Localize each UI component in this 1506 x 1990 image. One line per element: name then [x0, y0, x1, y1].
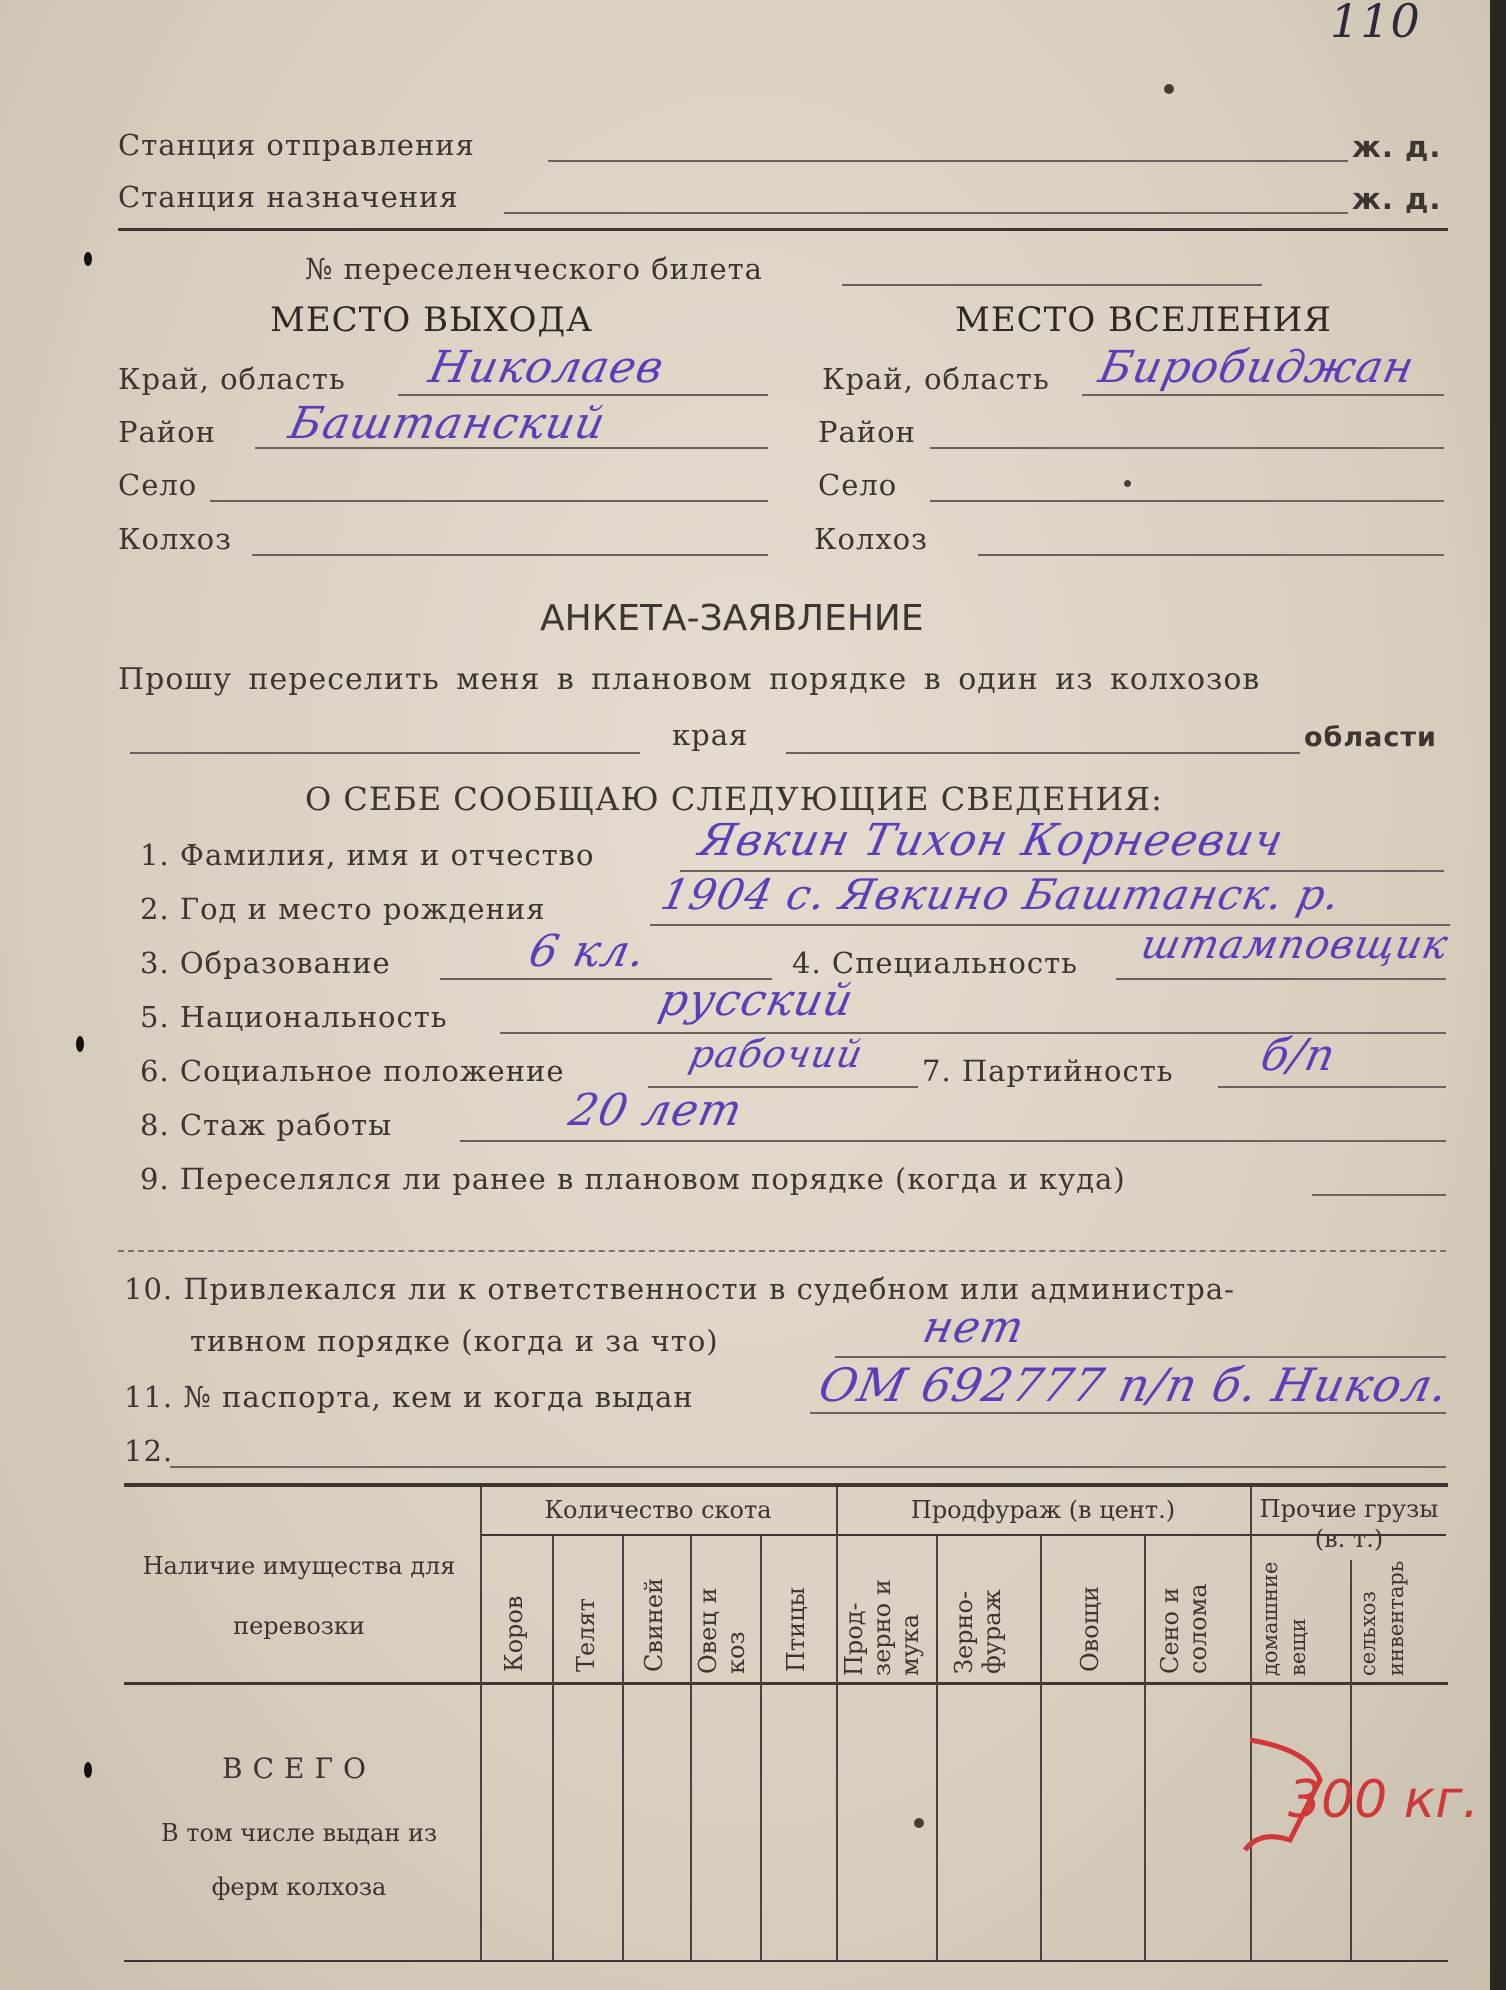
origin-region-value: Николаев	[424, 342, 669, 393]
field-12-line	[170, 1466, 1446, 1468]
origin-kolkhoz-line	[252, 554, 768, 556]
field-1-value: Явкин Тихон Корнеевич	[694, 815, 1289, 866]
field-10-label-b: тивном порядке (когда и за что)	[190, 1324, 719, 1358]
paper-spot	[914, 1818, 924, 1828]
field-11-value: ОМ 692777 п/п б. Никол.	[814, 1358, 1454, 1412]
field-9-line	[1312, 1194, 1446, 1196]
col-poultry: Птицы	[782, 1587, 810, 1672]
oblast-label: области	[1304, 722, 1437, 753]
table-row-header: Наличие имущества для перевозки	[142, 1552, 456, 1640]
col-hay-straw: Сено и солома	[1156, 1583, 1212, 1674]
field-10-value: нет	[918, 1302, 1030, 1353]
table-vline-6	[836, 1487, 838, 1960]
origin-kolkhoz-label: Колхоз	[118, 522, 232, 556]
origin-region-line	[398, 394, 768, 396]
ticket-line	[842, 284, 1262, 286]
table-vline-7	[936, 1536, 938, 1960]
origin-district-value: Баштанский	[284, 398, 611, 449]
punch-mark	[84, 1762, 92, 1778]
krai-label: края	[672, 718, 749, 752]
field-6-value: рабочий	[685, 1032, 868, 1076]
field-1-label: 1. Фамилия, имя и отчество	[140, 838, 595, 872]
destination-rail-suffix: ж. д.	[1352, 182, 1442, 216]
field-5-value: русский	[654, 975, 859, 1026]
table-vline-4	[690, 1536, 692, 1960]
table-vline-2	[552, 1536, 554, 1960]
group-livestock: Количество скота	[544, 1496, 772, 1524]
table-bottom-rule	[124, 1960, 1448, 1962]
field-4-line	[1116, 978, 1446, 980]
dest-kolkhoz-label: Колхоз	[814, 522, 928, 556]
total-sub-label: В том числе выдан из ферм колхоза	[160, 1819, 438, 1901]
dest-kolkhoz-line	[978, 554, 1444, 556]
field-3-value: 6 кл.	[524, 926, 651, 977]
punch-mark	[84, 252, 92, 266]
dest-region-label: Край, область	[822, 362, 1050, 396]
col-household: домашние вещи	[1258, 1561, 1310, 1676]
field-8-label: 8. Стаж работы	[140, 1108, 393, 1142]
field-11-line	[810, 1412, 1446, 1414]
field-4-value: штамповщик	[1137, 922, 1453, 968]
destination-station-line	[504, 212, 1348, 214]
field-12-label: 12.	[124, 1434, 174, 1468]
origin-village-label: Село	[118, 468, 198, 502]
table-vline-9	[1144, 1536, 1146, 1960]
field-2-value: 1904 с. Явкино Баштанск. р.	[656, 870, 1346, 919]
field-2-label: 2. Год и место рождения	[140, 892, 546, 926]
destination-station-label: Станция назначения	[118, 180, 459, 214]
group-other: Прочие грузы (в. т.)	[1259, 1495, 1439, 1553]
table-vline-5	[760, 1536, 762, 1960]
oblast-line	[786, 752, 1300, 754]
destination-heading: МЕСТО ВСЕЛЕНИЯ	[955, 300, 1332, 340]
dest-village-line	[930, 500, 1444, 502]
origin-district-line	[255, 447, 768, 449]
field-6-label: 6. Социальное положение	[140, 1054, 565, 1088]
field-7-label: 7. Партийность	[922, 1054, 1174, 1088]
form-title: АНКЕТА-ЗАЯВЛЕНИЕ	[540, 598, 924, 639]
field-9-continuation-line	[118, 1250, 1446, 1252]
origin-district-label: Район	[118, 415, 216, 449]
table-vline-3	[622, 1536, 624, 1960]
col-sheep-goats: Овец и коз	[694, 1587, 750, 1674]
dest-district-line	[930, 447, 1444, 449]
col-vegetables: Овощи	[1076, 1586, 1104, 1672]
field-5-label: 5. Национальность	[140, 1000, 448, 1034]
table-vline-10	[1250, 1487, 1252, 1960]
group-feed: Продфураж (в цент.)	[910, 1496, 1176, 1524]
field-7-value: б/п	[1256, 1030, 1341, 1081]
request-line: Прошу переселить меня в плановом порядке в один из колхозов	[118, 662, 1261, 697]
table-vline-1	[480, 1487, 482, 1960]
origin-region-label: Край, область	[118, 362, 346, 396]
col-cows: Коров	[500, 1595, 528, 1672]
header-rule	[118, 228, 1448, 231]
departure-station-label: Станция отправления	[118, 128, 475, 162]
red-ink-mark	[1230, 1730, 1340, 1860]
col-grain-flour: Прод-зерно и мука	[840, 1579, 924, 1676]
col-feed-grain: Зерно-фураж	[950, 1589, 1006, 1674]
col-pigs: Свиней	[640, 1577, 668, 1672]
dest-village-label: Село	[818, 468, 898, 502]
punch-mark	[76, 1036, 84, 1052]
table-vline-8	[1040, 1536, 1042, 1960]
departure-station-line	[548, 160, 1348, 162]
ticket-label: № переселенческого билета	[305, 252, 763, 286]
field-7-line	[1218, 1086, 1446, 1088]
section-heading: О СЕБЕ СООБЩАЮ СЛЕДУЮЩИЕ СВЕДЕНИЯ:	[305, 780, 1163, 818]
krai-line	[130, 752, 640, 754]
col-calves: Телят	[572, 1598, 600, 1672]
dest-region-line	[1082, 394, 1444, 396]
dest-region-value: Биробиджан	[1094, 342, 1420, 393]
departure-rail-suffix: ж. д.	[1352, 130, 1442, 164]
paper-spot	[1164, 84, 1174, 94]
field-3-label: 3. Образование	[140, 946, 391, 980]
page-number: 110	[1330, 0, 1421, 48]
other-cargo-value: 300 кг.	[1288, 1770, 1480, 1830]
origin-village-line	[210, 500, 768, 502]
total-label: ВСЕГО	[222, 1752, 376, 1785]
field-8-value: 20 лет	[564, 1085, 748, 1136]
table-vline-11	[1350, 1560, 1352, 1960]
paper-spot	[1124, 480, 1131, 487]
field-10-label-a: 10. Привлекался ли к ответственности в судебном или администра-	[124, 1272, 1235, 1306]
origin-heading: МЕСТО ВЫХОДА	[270, 300, 593, 340]
col-farm-tools: сельхоз инвентарь	[1356, 1560, 1408, 1676]
field-4-label: 4. Специальность	[792, 946, 1078, 980]
dest-district-label: Район	[818, 415, 916, 449]
field-11-label: 11. № паспорта, кем и когда выдан	[124, 1380, 694, 1414]
field-9-label: 9. Переселялся ли ранее в плановом порядке (когда и куда)	[140, 1162, 1126, 1196]
field-8-line	[460, 1140, 1446, 1142]
